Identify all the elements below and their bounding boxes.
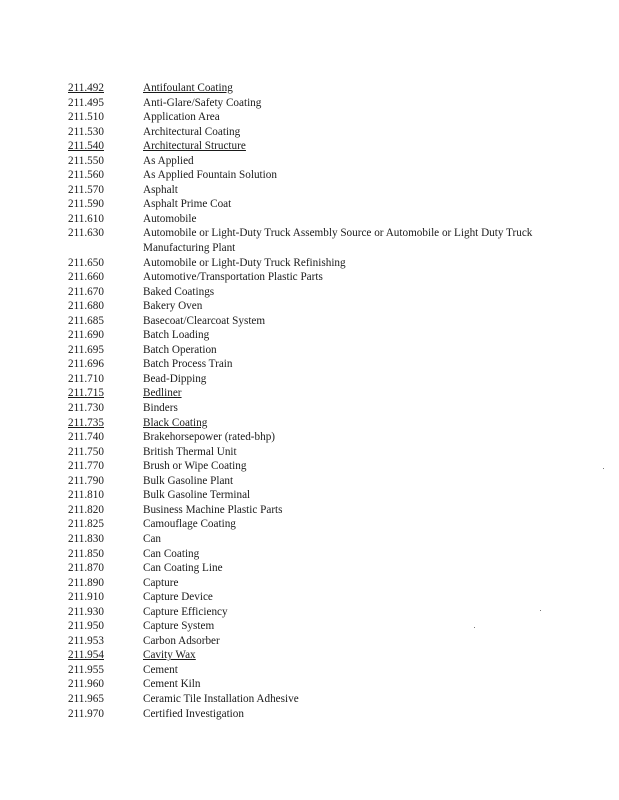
definition-entry xyxy=(68,372,568,387)
section-number: 211.570 xyxy=(68,183,104,196)
defined-term: Anti-Glare/Safety Coating xyxy=(143,96,262,109)
defined-term: Architectural Structure xyxy=(143,140,246,153)
section-number: 211.710 xyxy=(68,372,104,385)
defined-term: Carbon Adsorber xyxy=(143,634,220,647)
definition-entry xyxy=(68,328,568,343)
definition-entry xyxy=(68,139,568,154)
definition-entry xyxy=(68,285,568,300)
definition-entry xyxy=(68,707,568,722)
defined-term: Batch Loading xyxy=(143,329,210,342)
defined-term: Automobile xyxy=(143,212,197,225)
definition-entry xyxy=(68,677,568,692)
definition-entry xyxy=(68,692,568,707)
definition-entry xyxy=(68,663,568,678)
definition-entry xyxy=(68,343,568,358)
section-number: 211.680 xyxy=(68,300,104,313)
defined-term: Cavity Wax xyxy=(143,649,196,662)
definition-entry xyxy=(68,357,568,372)
definition-entry xyxy=(68,154,568,169)
defined-term: Can xyxy=(143,532,162,545)
section-number: 211.540 xyxy=(68,140,104,153)
defined-term: Automobile or Light-Duty Truck Assembly Source or Automobile or Light Duty Truck Manufacturing Plant xyxy=(143,227,533,255)
defined-term: Cement Kiln xyxy=(143,678,201,691)
definition-entry xyxy=(68,96,568,111)
definition-entry xyxy=(68,299,568,314)
definitions-list xyxy=(68,81,568,721)
section-number: 211.955 xyxy=(68,663,104,676)
definition-entry xyxy=(68,648,568,663)
defined-term: Bakery Oven xyxy=(143,300,203,313)
definition-entry xyxy=(68,459,568,474)
defined-term: Basecoat/Clearcoat System xyxy=(143,314,266,327)
section-number: 211.610 xyxy=(68,212,104,225)
defined-term: Application Area xyxy=(143,111,220,124)
defined-term: Capture System xyxy=(143,620,215,633)
section-number: 211.750 xyxy=(68,445,104,458)
section-number: 211.930 xyxy=(68,605,104,618)
defined-term: British Thermal Unit xyxy=(143,445,237,458)
section-number: 211.695 xyxy=(68,343,104,356)
definition-entry xyxy=(68,430,568,445)
section-number: 211.790 xyxy=(68,474,104,487)
section-number: 211.890 xyxy=(68,576,104,589)
definition-entry xyxy=(68,619,568,634)
section-number: 211.830 xyxy=(68,532,104,545)
defined-term: Bead-Dipping xyxy=(143,372,207,385)
defined-term: Baked Coatings xyxy=(143,285,215,298)
definition-entry xyxy=(68,547,568,562)
section-number: 211.910 xyxy=(68,591,104,604)
definition-entry xyxy=(68,503,568,518)
defined-term: Bedliner xyxy=(143,387,182,400)
definition-entry xyxy=(68,605,568,620)
section-number: 211.825 xyxy=(68,518,104,531)
defined-term: Architectural Coating xyxy=(143,125,241,138)
section-number: 211.510 xyxy=(68,111,104,124)
definition-entry xyxy=(68,212,568,227)
scan-speck xyxy=(603,468,604,469)
definition-entry xyxy=(68,634,568,649)
scan-speck xyxy=(540,610,541,611)
defined-term: Business Machine Plastic Parts xyxy=(143,503,283,516)
definition-entry xyxy=(68,532,568,547)
definition-entry xyxy=(68,197,568,212)
section-number: 211.730 xyxy=(68,402,104,415)
section-number: 211.550 xyxy=(68,154,104,167)
section-number: 211.953 xyxy=(68,634,104,647)
definition-entry xyxy=(68,517,568,532)
definition-entry xyxy=(68,474,568,489)
defined-term: Camouflage Coating xyxy=(143,518,236,531)
definition-entry xyxy=(68,256,568,271)
definition-entry xyxy=(68,386,568,401)
definition-entry xyxy=(68,81,568,96)
section-number: 211.492 xyxy=(68,82,104,94)
definition-entry xyxy=(68,110,568,125)
section-number: 211.660 xyxy=(68,271,104,284)
defined-term: As Applied xyxy=(143,154,194,167)
section-number: 211.685 xyxy=(68,314,104,327)
defined-term: Binders xyxy=(143,402,178,415)
section-number: 211.630 xyxy=(68,227,104,240)
definition-entry xyxy=(68,590,568,605)
section-number: 211.870 xyxy=(68,562,104,575)
section-number: 211.850 xyxy=(68,547,104,560)
defined-term: Capture xyxy=(143,576,179,589)
section-number: 211.650 xyxy=(68,256,104,269)
section-number: 211.740 xyxy=(68,431,104,444)
defined-term: Batch Process Train xyxy=(143,358,233,371)
defined-term: Automobile or Light-Duty Truck Refinishing xyxy=(143,256,346,269)
section-number: 211.735 xyxy=(68,416,104,429)
definition-entry xyxy=(68,488,568,503)
defined-term: Capture Device xyxy=(143,591,213,604)
definition-entry xyxy=(68,314,568,329)
section-number: 211.950 xyxy=(68,620,104,633)
section-number: 211.960 xyxy=(68,678,104,691)
definition-entry xyxy=(68,416,568,431)
section-number: 211.590 xyxy=(68,198,104,211)
defined-term: Capture Efficiency xyxy=(143,605,228,618)
section-number: 211.696 xyxy=(68,358,104,371)
defined-term: Cement xyxy=(143,663,178,676)
defined-term: Can Coating Line xyxy=(143,562,223,575)
defined-term: Black Coating xyxy=(143,416,208,429)
defined-term: As Applied Fountain Solution xyxy=(143,169,277,182)
defined-term: Bulk Gasoline Terminal xyxy=(143,489,251,502)
definition-entry xyxy=(68,401,568,416)
section-number: 211.770 xyxy=(68,460,104,473)
defined-term: Asphalt xyxy=(143,183,178,196)
section-number: 211.954 xyxy=(68,649,104,662)
defined-term: Batch Operation xyxy=(143,343,217,356)
definition-entry xyxy=(68,561,568,576)
section-number: 211.715 xyxy=(68,387,104,400)
section-number: 211.810 xyxy=(68,489,104,502)
section-number: 211.970 xyxy=(68,707,104,720)
definition-entry xyxy=(68,576,568,591)
defined-term: Automotive/Transportation Plastic Parts xyxy=(143,271,323,284)
defined-term: Ceramic Tile Installation Adhesive xyxy=(143,692,299,705)
defined-term: Certified Investigation xyxy=(143,707,244,720)
defined-term: Asphalt Prime Coat xyxy=(143,198,232,211)
defined-term: Can Coating xyxy=(143,547,200,560)
defined-term: Bulk Gasoline Plant xyxy=(143,474,234,487)
definition-entry xyxy=(68,168,568,183)
section-number: 211.965 xyxy=(68,692,104,705)
section-number: 211.820 xyxy=(68,503,104,516)
section-number: 211.670 xyxy=(68,285,104,298)
definition-entry xyxy=(68,183,568,198)
definition-entry xyxy=(68,270,568,285)
section-number: 211.495 xyxy=(68,96,104,109)
definition-entry xyxy=(68,125,568,140)
definition-entry xyxy=(68,445,568,460)
section-number: 211.560 xyxy=(68,169,104,182)
defined-term: Brush or Wipe Coating xyxy=(143,460,247,473)
defined-term: Antifoulant Coating xyxy=(143,82,233,94)
section-number: 211.690 xyxy=(68,329,104,342)
scan-speck xyxy=(474,627,475,628)
defined-term: Brakehorsepower (rated-bhp) xyxy=(143,431,276,444)
definition-entry xyxy=(68,226,568,255)
section-number: 211.530 xyxy=(68,125,104,138)
